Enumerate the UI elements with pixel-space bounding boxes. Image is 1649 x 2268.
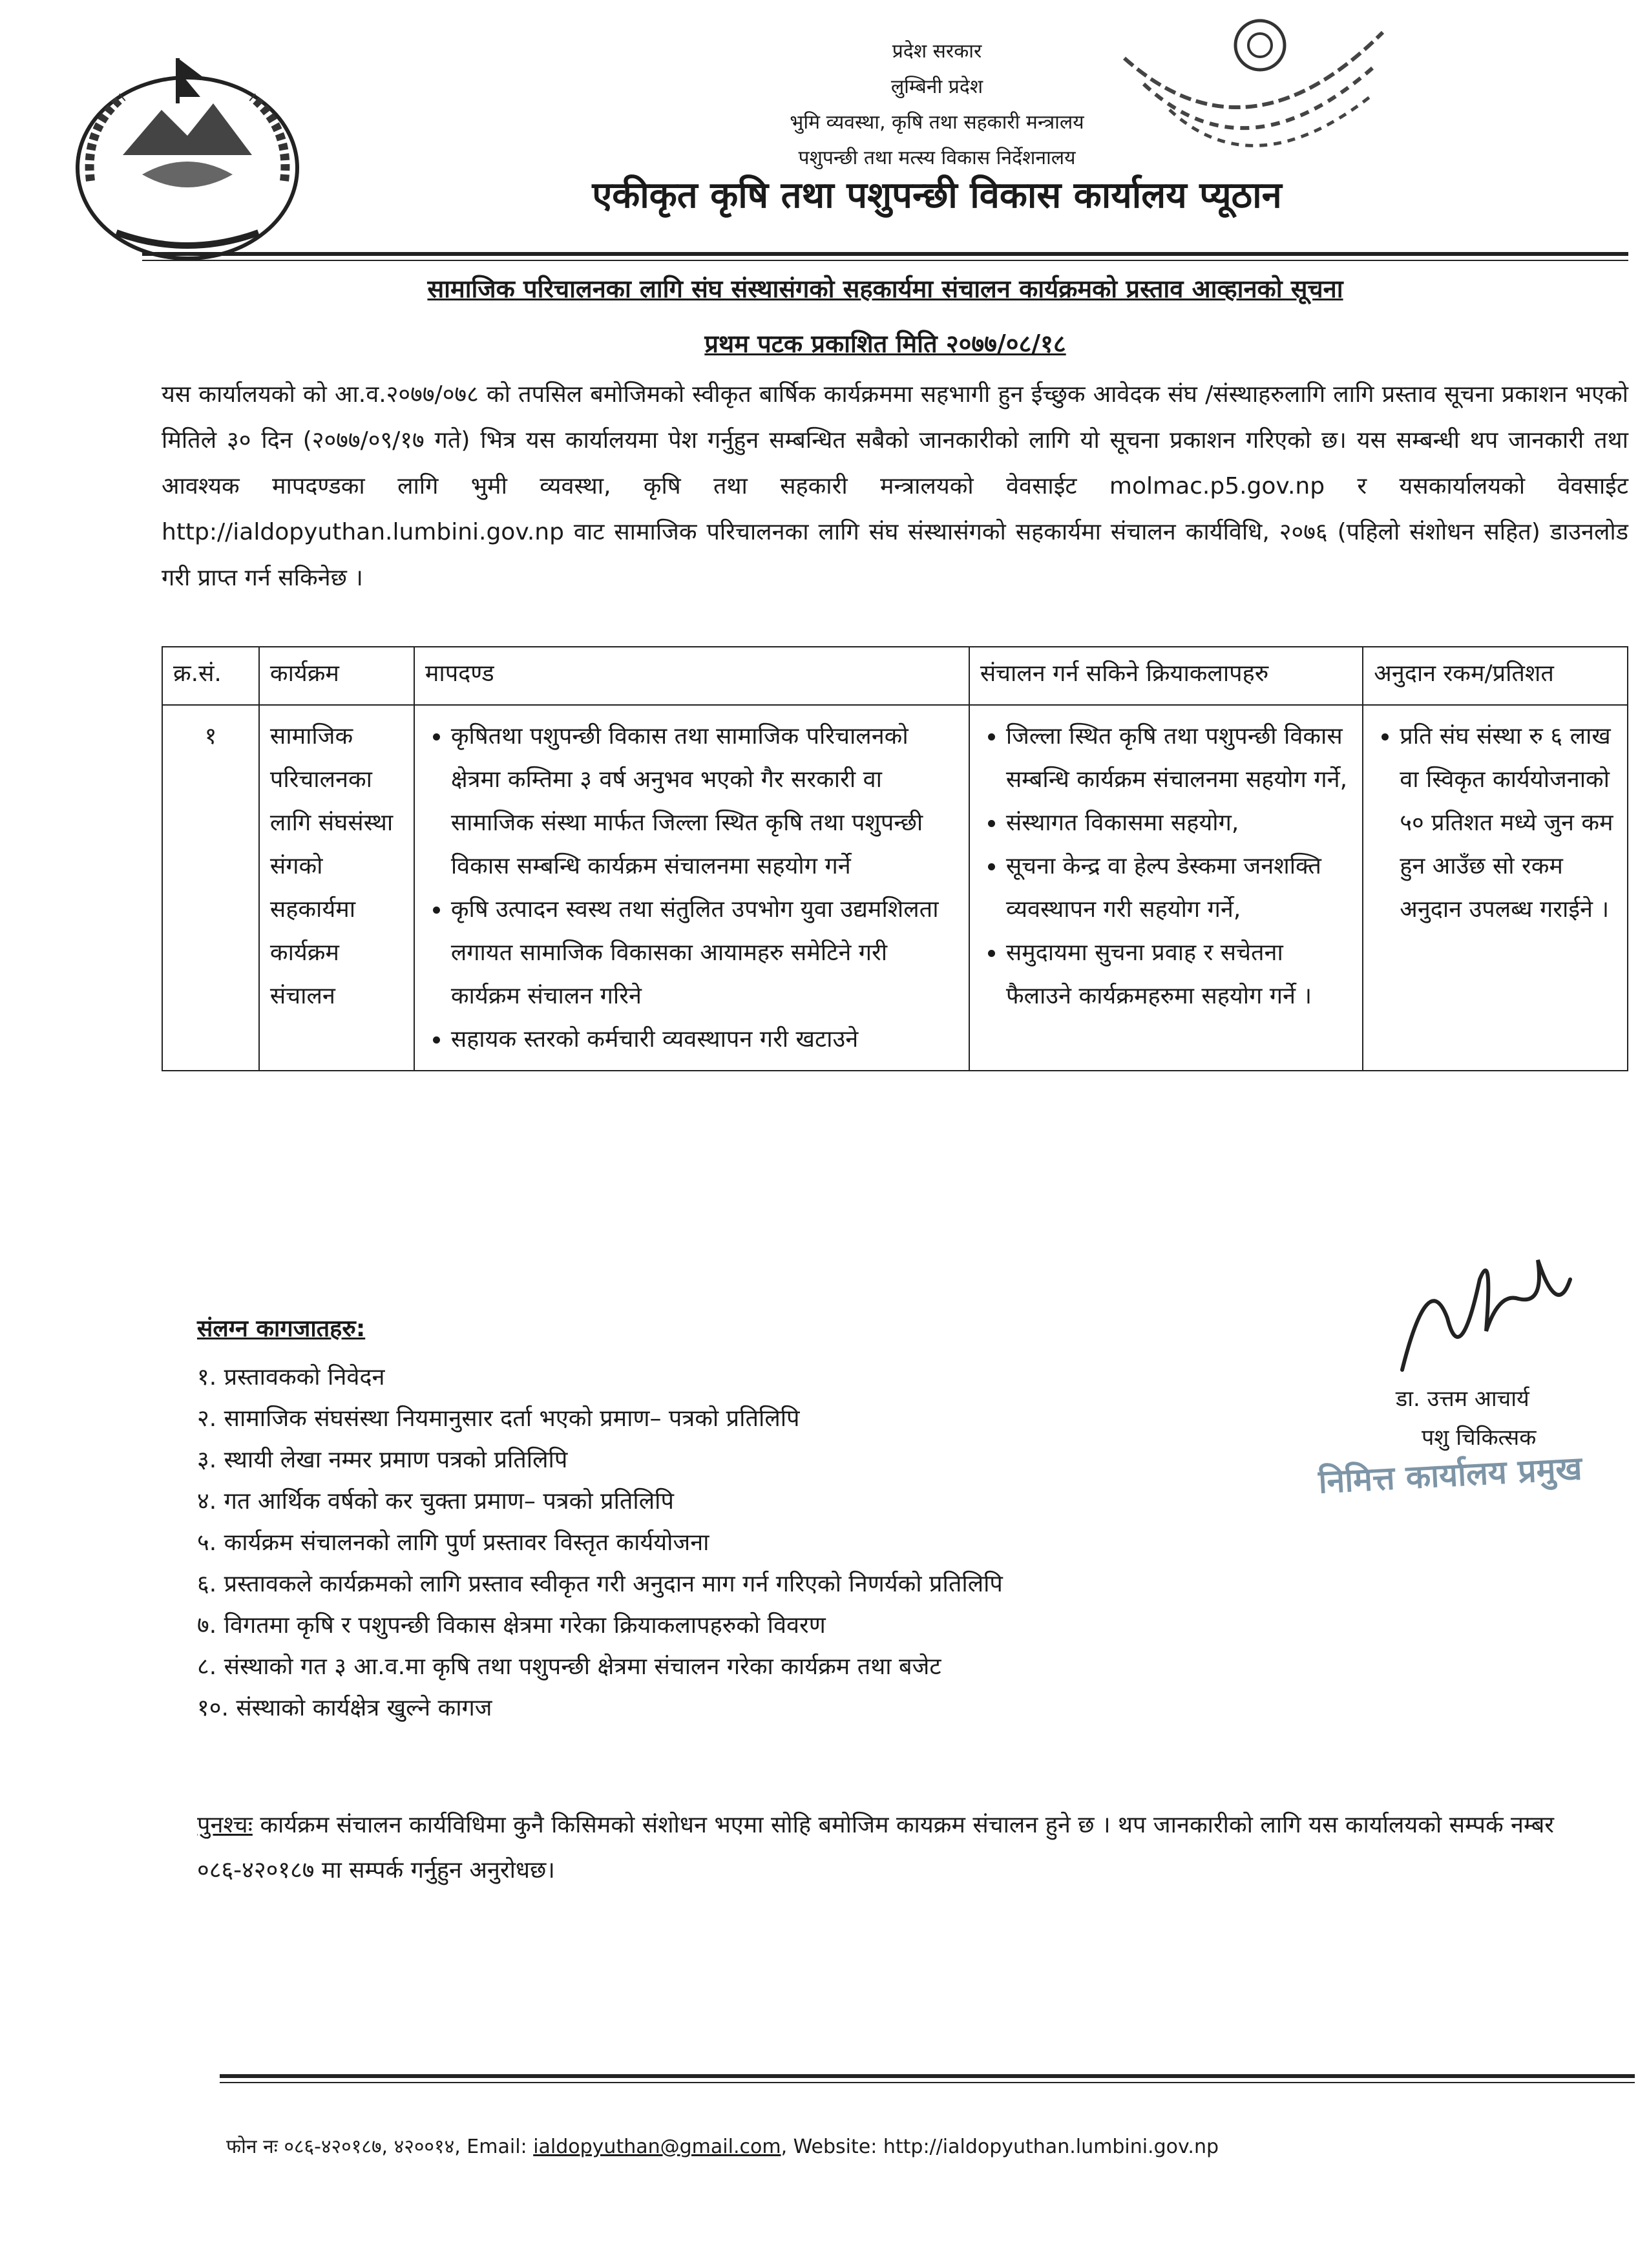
list-item: ८. संस्थाको गत ३ आ.व.मा कृषि तथा पशुपन्छी क्षेत्रमा संचालन गरेका कार्यक्रम तथा बजेट [197,1654,941,1680]
postscript [197,1803,1593,1893]
list-item: • प्रति संघ संस्था रु ६ लाख वा स्विकृत कार्ययोजनाको ५० प्रतिशत मध्ये जुन कम हुन आउँछ सो रकम अनुदान उपलब्ध गराईने । [1400,715,1617,931]
footer-phone: फोन नः ०८६-४२०१८७, ४२००१४, Email: [226,2136,534,2158]
list-item: १०. संस्थाको कार्यक्षेत्र खुल्ने कागज [197,1695,492,1721]
cell-activities [969,705,1363,1071]
list-item: • कृषितथा पशुपन्छी विकास तथा सामाजिक परिचालनको क्षेत्रमा कम्तिमा ३ वर्ष अनुभव भएको गैर सरकारी वा सामाजिक संस्था मार्फत जिल्ला स्थित कृषि तथा पशुपन्छी विकास सम्बन्धि कार्यक्रम संचालनमा सहयोग गर्ने [451,715,958,888]
attachments-list [197,1357,1425,1729]
signature-icon [1389,1241,1583,1383]
header-activities: संचालन गर्न सकिने क्रियाकलापहरु [969,647,1363,705]
list-item: • कृषि उत्पादन स्वस्थ तथा संतुलित उपभोग युवा उद्यमशिलता लगायत सामाजिक विकासका आयामहरु समेटिने गरी कार्यक्रम संचालन गरिने [451,888,958,1018]
notice-title: सामाजिक परिचालनका लागि संघ संस्थासंगको सहकार्यमा संचालन कार्यक्रमको प्रस्ताव आव्हानको सूचना [427,275,1343,303]
cell-serial: १ [162,705,259,1071]
intro-paragraph: यस कार्यालयको को आ.व.२०७७/०७८ को तपसिल बमोजिमको स्वीकृत बार्षिक कार्यक्रममा सहभागी हुन ईच्छुक आवेदक संघ /संस्थाहरुलागि लागि प्रस्ताव सूचना प्रकाशन भएको मितिले ३० दिन (२०७७/०९/१७ गते) भित्र यस कार्यालयमा पेश गर्नुहुन सम्बन्धित सबैको जानकारीको लागि यो सूचना प्रकाशन गरिएको छ। यस सम्बन्धी थप जानकारी तथा आवश्यक मापदण्डका लागि भुमी व्यवस्था, कृषि तथा सहकारी मन्त्रालयको वेवसाईट molmac.p5.gov.np र यसकार्यालयको वेवसाईट http://ialdopyuthan.lumbini.gov.np वाट सामाजिक परिचालनका लागि संघ संस्थासंगको सहकार्यमा संचालन कार्यविधि, २०७६ (पहिलो संशोधन सहित) डाउनलोड गरी प्राप्त गर्न सकिनेछ । [162,381,1628,591]
list-item: ३. स्थायी लेखा नम्मर प्रमाण पत्रको प्रतिलिपि [197,1447,568,1473]
cell-program: सामाजिक परिचालनका लागि संघसंस्था संगको सहकार्यमा कार्यक्रम संचालन [259,705,414,1071]
list-item: ६. प्रस्तावकले कार्यक्रमको लागि प्रस्ताव स्वीकृत गरी अनुदान माग गर्न गरिएको निणर्यको प्रतिलिपि [197,1571,1003,1597]
office-title: एकीकृत कृषि तथा पशुपन्छी विकास कार्यालय प्यूठान [592,174,1282,216]
list-item: ५. कार्यक्रम संचालनको लागि पुर्ण प्रस्तावर विस्तृत कार्ययोजना [197,1529,709,1556]
cell-criteria [414,705,969,1071]
header-line-4: पशुपन्छी तथा मत्स्य विकास निर्देशनालय [798,147,1076,169]
cell-grant [1363,705,1628,1071]
footer-divider-thin [220,2082,1635,2083]
list-item: १. प्रस्तावकको निवेदन [197,1364,385,1391]
list-item: • सहायक स्तरको कर्मचारी व्यवस्थापन गरी खटाउने [451,1018,958,1061]
list-item: २. सामाजिक संघसंस्था नियमानुसार दर्ता भएको प्रमाण– पत्रको प्रतिलिपि [197,1405,800,1432]
header-serial: क्र.सं. [162,647,259,705]
table-header-row [162,647,1628,705]
footer-contact [226,2132,1583,2159]
criteria-list [425,715,958,1061]
header-divider-thin [142,260,1628,261]
attachments-heading: संलग्न कागजातहरु: [197,1316,366,1342]
grant-list [1374,715,1617,931]
list-item: ४. गत आर्थिक वर्षको कर चुक्ता प्रमाण– पत्रको प्रतिलिपि [197,1488,674,1515]
list-item: • समुदायमा सुचना प्रवाह र सचेतना फैलाउने कार्यक्रमहरुमा सहयोग गर्ने । [1006,931,1352,1018]
list-item: • संस्थागत विकासमा सहयोग, [1006,801,1352,845]
header-program: कार्यक्रम [259,647,414,705]
header-divider [142,252,1628,256]
list-item: • सूचना केन्द्र वा हेल्प डेस्कमा जनशक्ति व्यवस्थापन गरी सहयोग गर्ने, [1006,845,1352,931]
email-link[interactable]: ialdopyuthan@gmail.com [533,2136,781,2158]
nepal-emblem-icon [65,52,310,271]
header-criteria: मापदण्ड [414,647,969,705]
signatory-title: पशु चिकित्सक [1422,1425,1537,1451]
header-line-2: लुम्बिनी प्रदेश [890,76,983,98]
table-row [162,705,1628,1071]
official-stamp: निमित्त कार्यालय प्रमुख [1317,1449,1583,1501]
header-grant: अनुदान रकम/प्रतिशत [1363,647,1628,705]
footer-divider [220,2074,1635,2078]
list-item: • जिल्ला स्थित कृषि तथा पशुपन्छी विकास सम्बन्धि कार्यक्रम संचालनमा सहयोग गर्ने, [1006,715,1352,801]
list-item: ७. विगतमा कृषि र पशुपन्छी विकास क्षेत्रमा गरेका क्रियाकलापहरुको विवरण [197,1612,826,1639]
publish-date: प्रथम पटक प्रकाशित मिति २०७७/०८/१८ [704,330,1066,358]
postscript-label: पुनश्चः [197,1812,253,1838]
header-line-3: भुमि व्यवस्था, कृषि तथा सहकारी मन्त्रालय [790,111,1084,134]
signatory-name: डा. उत्तम आचार्य [1396,1386,1529,1412]
postscript-text: कार्यक्रम संचालन कार्यविधिमा कुनै किसिमको संशोधन भएमा सोहि बमोजिम कायक्रम संचालन हुने छ । थप जानकारीको लागि यस कार्यालयको सम्पर्क नम्बर ०८६-४२०१८७ मा सम्पर्क गर्नुहुन अनुरोधछ। [197,1812,1555,1884]
activities-list [980,715,1352,1018]
header-line-1: प्रदेश सरकार [892,40,982,63]
program-table [162,646,1628,1071]
footer-website: , Website: http://ialdopyuthan.lumbini.gov.np [781,2136,1219,2158]
